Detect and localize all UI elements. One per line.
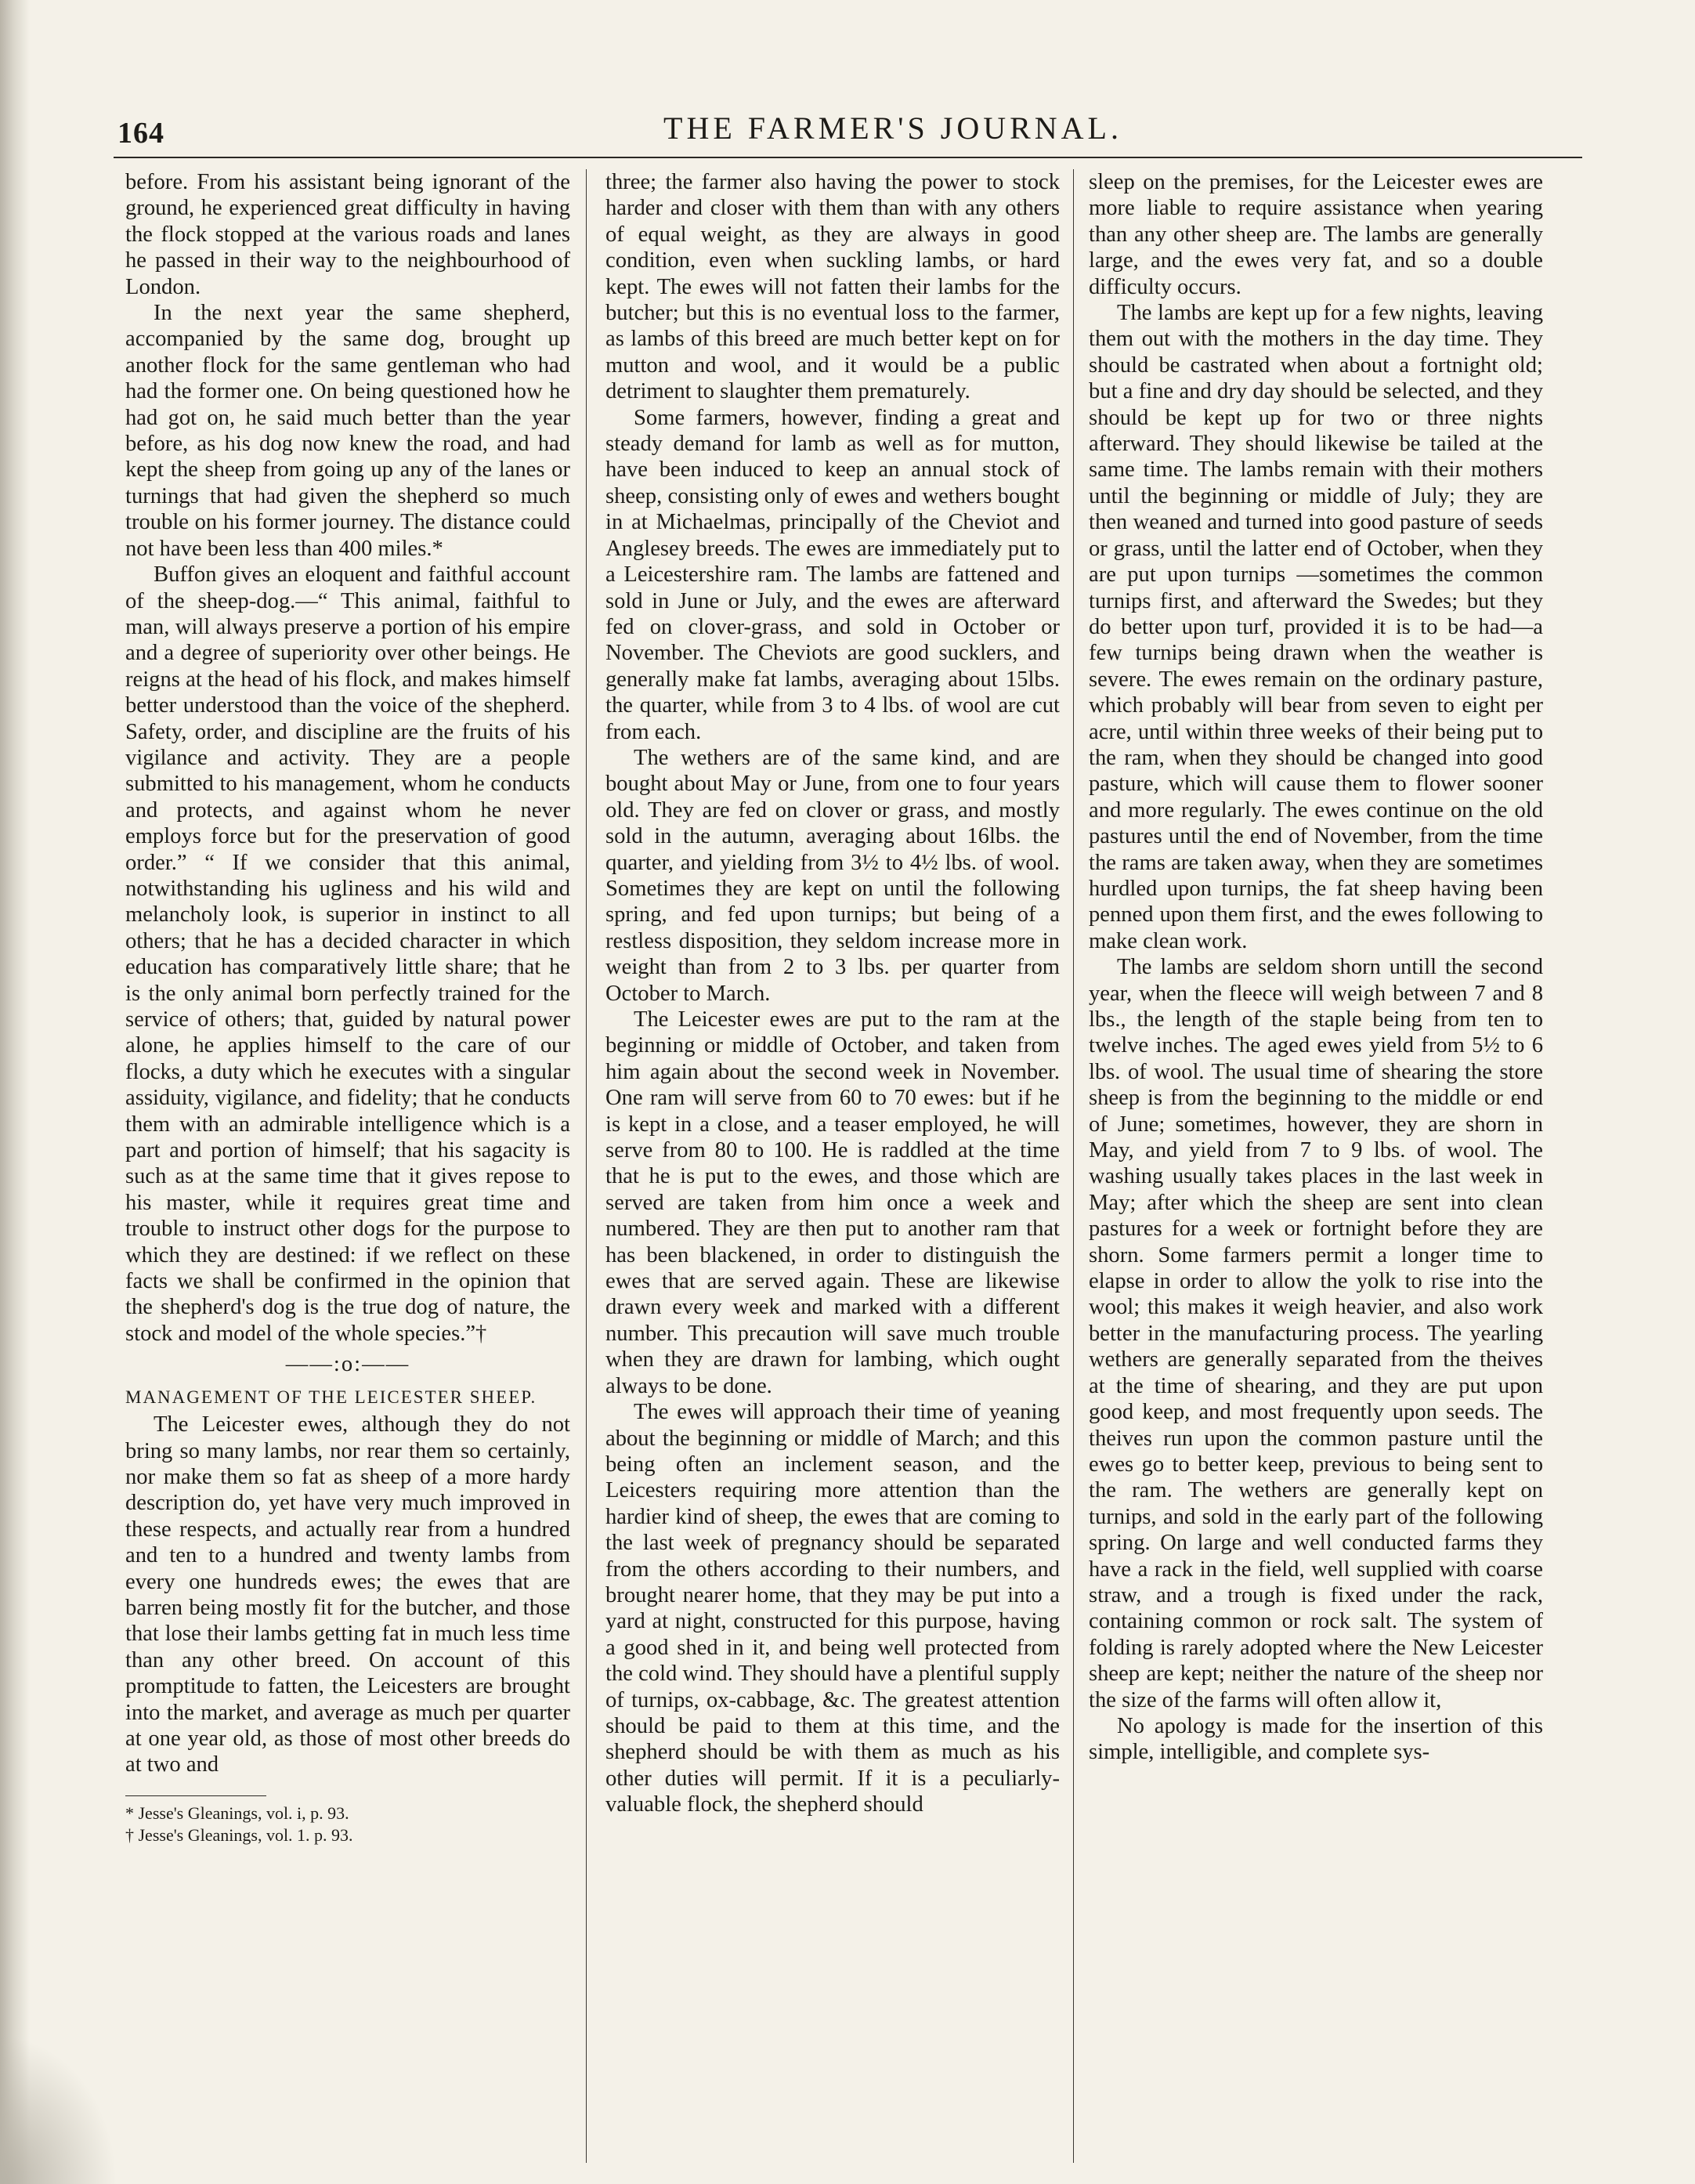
paragraph: The wethers are of the same kind, and are bought about May or June, from one to four years old. They are fed on clover or grass, and mostly sold in the autumn, averaging about 16lbs. the quarter, and yielding from 3½ to 4½ lbs. of wool. Sometimes they are kept on until the following spring, and fed upon turnips; but being of a restless disposition, they seldom increase more in weight than from 2 to 3 lbs. per quarter from October to March. xyxy=(605,745,1060,1006)
paragraph: No apology is made for the insertion of this simple, intelligible, and complete sys- xyxy=(1089,1713,1543,1765)
header-rule xyxy=(114,157,1582,158)
paragraph: three; the farmer also having the power to stock harder and closer with them than with any others of equal weight, as they are always in good condition, even when suckling lambs, or hard kept. The ewes will not fatten their lambs for the butcher; but this is no eventual loss to the farmer, as lambs of this breed are much better kept on for mutton and wool, and it would be a public detriment to slaughter them prematurely. xyxy=(605,170,1060,404)
paragraph: The lambs are seldom shorn untill the second year, when the fleece will weigh between 7 and 8 lbs., the length of the staple being from ten to twelve inches. The aged ewes yield from 5½ to 6 lbs. of wool. The usual time of shearing the store sheep is from the beginning to the middle or end of June; sometimes, however, they are shorn in May, and yield from 7 to 9 lbs. of wool. The washing usually takes places in the last week in May; after which the sheep are sent into clean pastures for a week or fortnight before they are shorn. Some farmers permit a longer time to elapse in order to allow the yolk to rise into the wool; this makes it weigh heavier, and also work better in the manufacturing process. The yearling wethers are generally separated from the theives at the time of shearing, and they are put upon good keep, and most frequently upon seeds. The theives run upon the common pasture until the ewes go to better keep, previous to being sent to the ram. The wethers are generally kept on turnips, and sold in the early part of the following spring. On large and well conducted farms they have a rack in the field, well supplied with coarse straw, and a trough is fixed under the rack, containing common or rock salt. The system of folding is rarely adopted where the New Leicester sheep are kept; neither the nature of the sheep nor the size of the farms will often allow it, xyxy=(1089,955,1543,1712)
paragraph: The Leicester ewes are put to the ram at the beginning or middle of October, and taken from him again about the second week in November. One ram will serve from 60 to 70 ewes: but if he is kept in a close, and a teaser employed, he will serve from 80 to 100. He is raddled at the time that he is put to the ewes, and those which are served are taken from him once a week and numbered. They are then put to another ram that has been blackened, in order to distinguish the ewes that are served again. These are likewise drawn every week and marked with a different number. This precaution will save much trouble when they are drawn for lambing, which ought always to be done. xyxy=(605,1007,1060,1398)
paragraph: The Leicester ewes, although they do not bring so many lambs, nor rear them so certainly, nor make them so fat as sheep of a more hardy description do, yet have very much improved in these respects, and actually rear from a hundred and ten to a hundred and twenty lambs from every one hundreds ewes; the ewes that are barren being mostly fit for the butcher, and those that lose their lambs getting fat in much less time than any other breed. On account of this promptitude to fatten, the Leicesters are brought into the market, and average as much per quarter at one year old, as those of most other breeds do at two and xyxy=(125,1412,570,1777)
page-corner-stain xyxy=(0,2035,117,2184)
column-divider-2 xyxy=(1073,169,1074,2163)
footnote-rule xyxy=(125,1795,266,1796)
section-separator: ——:o:—— xyxy=(285,1352,410,1377)
column-2 xyxy=(605,169,1060,2175)
paragraph: The lambs are kept up for a few nights, leaving them out with the mothers in the day time. They should be castrated when about a fortnight old; but a fine and dry day should be selected, and they should be kept up for two or three nights afterward. They should likewise be tailed at the same time. The lambs remain with their mothers until the beginning or middle of July; they are then weaned and turned into good pasture of seeds or grass, until the latter end of October, when they are put upon turnips —sometimes the common turnips first, and afterward the Swedes; but they do better upon turf, provided it is to be had—a few turnips being drawn when the weather is severe. The ewes remain on the ordinary pasture, which probably will bear from seven to eight per acre, until within three weeks of their being put to the ram, when they should be changed into good pasture, which will cause them to flower sooner and more regularly. The ewes continue on the old pastures until the end of November, from the time the rams are taken away, when they are sometimes hurdled upon turnips, the fat sheep having been penned upon them first, and the ewes following to make clean work. xyxy=(1089,301,1543,953)
paragraph: sleep on the premises, for the Leicester ewes are more liable to require assistance when yearing than any other sheep are. The lambs are generally large, and the ewes very fat, and so a double difficulty occurs. xyxy=(1089,170,1543,299)
page-number: 164 xyxy=(117,117,164,150)
column-3 xyxy=(1089,169,1543,2175)
section-heading: MANAGEMENT OF THE LEICESTER SHEEP. xyxy=(125,1387,537,1407)
page-edge-shadow xyxy=(0,0,30,2184)
paragraph: The ewes will approach their time of yeaning about the beginning or middle of March; and this being often an inclement season, and the Leicesters requiring more attention than the hardier kind of sheep, the ewes that are coming to the last week of pregnancy should be separated from the others according to their numbers, and brought nearer home, that they may be put into a yard at night, constructed for this purpose, having a good shed in it, and being well protected from the cold wind. They should have a plentiful supply of turnips, ox-cabbage, &c. The greatest attention should be paid to them at this time, and the shepherd should be with them as much as his other duties will permit. If it is a peculiarly-valuable flock, the shepherd should xyxy=(605,1400,1060,1817)
paragraph: Some farmers, however, finding a great and steady demand for lamb as well as for mutton, have been induced to keep an annual stock of sheep, consisting only of ewes and wethers bought in at Michaelmas, principally of the Cheviot and Anglesey breeds. The ewes are immediately put to a Leicestershire ram. The lambs are fattened and sold in June or July, and the ewes are afterward fed on clover-grass, and sold in October or November. The Cheviots are good sucklers, and generally make fat lambs, averaging about 15lbs. the quarter, while from 3 to 4 lbs. of wool are cut from each. xyxy=(605,405,1060,744)
footnote: * Jesse's Gleanings, vol. i, p. 93. xyxy=(125,1803,349,1823)
paragraph: Buffon gives an eloquent and faithful account of the sheep-dog.—“ This animal, faithful to man, will always preserve a portion of his empire and a degree of superiority over other beings. He reigns at the head of his flock, and makes himself better understood than the voice of the shepherd. Safety, order, and discipline are the fruits of his vigilance and activity. They are a people submitted to his management, whom he conducts and protects, and against whom he never employs force but for the preservation of good order.” “ If we consider that this animal, notwithstanding his ugliness and his wild and melancholy look, is superior in instinct to all others; that he has a decided character in which education has comparatively little share; that he is the only animal born perfectly trained for the service of others; that, guided by natural power alone, he applies himself to the care of our flocks, a duty which he executes with a singular assiduity, vigilance, and fidelity; that he conducts them with an admirable intelligence which is a part and portion of himself; that his sagacity is such as at the same time that it gives repose to his master, while it requires great time and trouble to instruct other dogs for the purpose to which they are destined: if we reflect on these facts we shall be confirmed in the opinion that the shepherd's dog is the true dog of nature, the stock and model of the whole species.”† xyxy=(125,562,570,1346)
paragraph: In the next year the same shepherd, accompanied by the same dog, brought up another flock for the same gentleman who had had the former one. On being questioned how he had got on, he said much better than the year before, as his dog now knew the road, and had kept the sheep from going up any of the lanes or turnings that had given the shepherd so much trouble on his former journey. The distance could not have been less than 400 miles.* xyxy=(125,301,570,561)
footnote: † Jesse's Gleanings, vol. 1. p. 93. xyxy=(125,1824,353,1845)
column-divider-1 xyxy=(586,169,587,2163)
column-1 xyxy=(125,169,570,2175)
running-title: THE FARMER'S JOURNAL. xyxy=(663,110,1122,146)
paragraph: before. From his assistant being ignorant of the ground, he experienced great difficulty in having the flock stopped at the various roads and lanes he passed in their way to the neighbourhood of London. xyxy=(125,170,570,299)
